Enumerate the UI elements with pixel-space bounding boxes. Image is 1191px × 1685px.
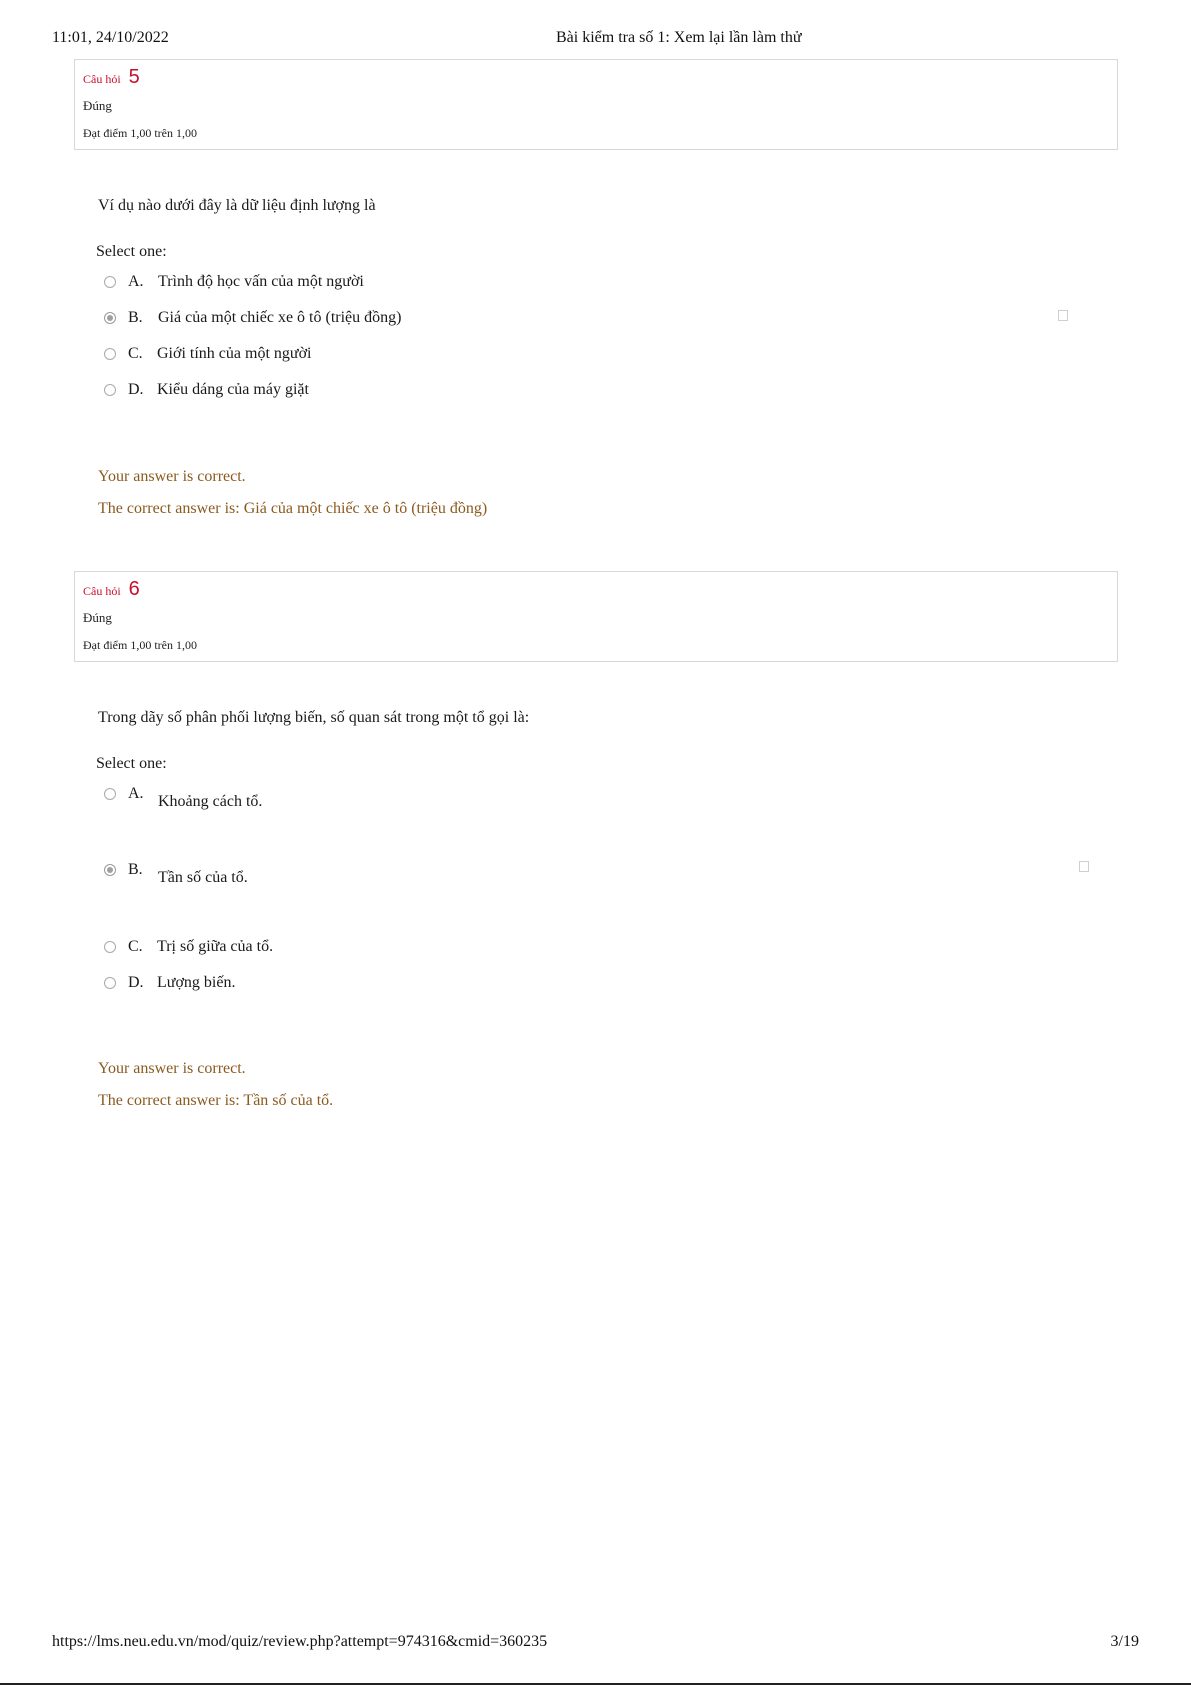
option-text: Kiểu dáng của máy giặt	[157, 381, 309, 398]
radio-button-selected[interactable]	[104, 864, 116, 876]
print-header	[52, 26, 1139, 50]
print-footer	[52, 1633, 1139, 1657]
option-text: Giới tính của một người	[157, 345, 312, 362]
option-letter: B.	[128, 309, 143, 326]
option-letter: A.	[128, 273, 144, 290]
question-info-box	[74, 571, 1118, 662]
question-grade: Đạt điểm 1,00 trên 1,00	[83, 126, 197, 140]
option-text: Lượng biến.	[157, 974, 236, 991]
option-letter: A.	[128, 785, 144, 802]
radio-button[interactable]	[104, 788, 116, 800]
radio-button[interactable]	[104, 348, 116, 360]
question-info-box	[74, 59, 1118, 150]
page-number: 3/19	[1110, 1633, 1139, 1650]
radio-button[interactable]	[104, 276, 116, 288]
select-one-prompt: Select one:	[96, 243, 167, 260]
question-grade: Đạt điểm 1,00 trên 1,00	[83, 638, 197, 652]
question-number	[83, 66, 140, 89]
select-one-prompt: Select one:	[96, 755, 167, 772]
checkbox-icon	[1079, 861, 1089, 872]
question-label: Câu hỏi	[83, 584, 121, 598]
option-letter: D.	[128, 381, 144, 398]
option-text: Trị số giữa của tổ.	[157, 938, 274, 955]
feedback-text: Your answer is correct.	[98, 468, 246, 485]
question-state: Đúng	[83, 610, 112, 625]
option-letter: C.	[128, 345, 143, 362]
print-datetime: 11:01, 24/10/2022	[52, 29, 169, 46]
document-title: Bài kiểm tra số 1: Xem lại lần làm thử	[556, 29, 802, 46]
option-text: Khoảng cách tổ.	[158, 793, 263, 810]
feedback-text: Your answer is correct.	[98, 1060, 246, 1077]
radio-button[interactable]	[104, 977, 116, 989]
page-url: https://lms.neu.edu.vn/mod/quiz/review.php?attempt=974316&cmid=360235	[52, 1633, 548, 1650]
checkbox-icon	[1058, 310, 1068, 321]
option-text: Trình độ học vấn của một người	[158, 273, 364, 290]
question-label: Câu hỏi	[83, 72, 121, 86]
option-text: Tần số của tổ.	[158, 869, 248, 886]
question-number	[83, 578, 140, 601]
question-text: Ví dụ nào dưới đây là dữ liệu định lượng là	[98, 197, 376, 214]
question-number-value: 5	[128, 66, 140, 88]
correct-answer-text: The correct answer is: Giá của một chiếc xe ô tô (triệu đồng)	[98, 500, 488, 517]
question-number-value: 6	[128, 578, 140, 600]
radio-button[interactable]	[104, 941, 116, 953]
question-state: Đúng	[83, 98, 112, 113]
question-text: Trong dãy số phân phối lượng biến, số quan sát trong một tổ gọi là:	[98, 709, 530, 726]
option-letter: D.	[128, 974, 144, 991]
option-text: Giá của một chiếc xe ô tô (triệu đồng)	[158, 309, 402, 326]
option-letter: C.	[128, 938, 143, 955]
option-letter: B.	[128, 861, 143, 878]
correct-answer-text: The correct answer is: Tần số của tổ.	[98, 1092, 334, 1109]
radio-button-selected[interactable]	[104, 312, 116, 324]
radio-button[interactable]	[104, 384, 116, 396]
